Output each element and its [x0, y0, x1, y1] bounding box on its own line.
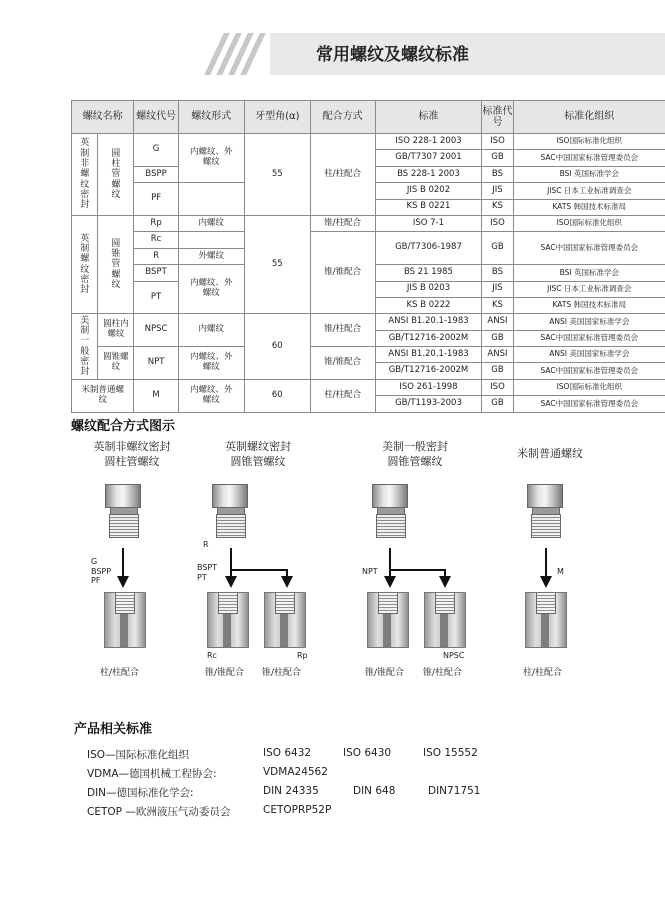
header-standard: 标准	[375, 101, 482, 134]
standard: ANSI B1.20.1-1983	[375, 314, 482, 330]
header-thread-name: 螺纹名称	[72, 101, 134, 134]
thread-code: PF	[134, 183, 178, 216]
female-port	[104, 592, 146, 648]
caption-line: 美制一般密封	[382, 440, 448, 453]
thread-code: NPSC	[134, 314, 178, 347]
standard: BS 21 1985	[375, 265, 482, 281]
organization: ISO国际标准化组织	[513, 134, 665, 150]
thread-form: 内螺纹、外螺纹	[178, 134, 244, 183]
standard-code: ANSI	[482, 314, 513, 330]
thread-form: 外螺纹	[178, 248, 244, 264]
standard-value: ISO 15552	[423, 747, 478, 759]
group-name: 米制普通螺纹	[72, 379, 134, 412]
fit-type: 锥/柱配合	[310, 215, 375, 231]
standard-value: DIN 648	[353, 785, 396, 797]
organization: BSI 英国标准学会	[513, 265, 665, 281]
thread-code: Rp	[134, 215, 178, 231]
female-port	[367, 592, 409, 648]
thread-form: 内螺纹、外螺纹	[178, 379, 244, 412]
group-subname: 圆锥螺纹	[98, 347, 134, 380]
thread-label: G	[91, 557, 98, 566]
standard-org: DIN—德国标准化学会:	[87, 787, 194, 799]
thread-label: BSPT	[197, 563, 218, 572]
thread-angle: 55	[244, 215, 310, 313]
standard-code: BS	[482, 166, 513, 182]
organization: ISO国际标准化组织	[513, 215, 665, 231]
thread-form: 内螺纹、外螺纹	[178, 265, 244, 314]
thread-label: M	[557, 567, 564, 576]
standard-value: ISO 6430	[343, 747, 392, 759]
thread-form: 内螺纹	[178, 314, 244, 347]
organization: SAC中国国家标准管理委员会	[513, 232, 665, 265]
organization: BSI 英国标准学会	[513, 166, 665, 182]
standard: ISO 261-1998	[375, 379, 482, 395]
organization: KATS 韩国技术标准局	[513, 199, 665, 215]
standard: GB/T12716-2002M	[375, 363, 482, 379]
header-fit-type: 配合方式	[310, 101, 375, 134]
thread-label: NPT	[362, 567, 378, 576]
caption-line: 圆锥管螺纹	[387, 454, 443, 468]
standard-code: JIS	[482, 281, 513, 297]
standard-value: ISO 6432	[263, 747, 312, 759]
standard-code: KS	[482, 297, 513, 313]
standard-code: JIS	[482, 183, 513, 199]
standard: GB/T1193-2003	[375, 396, 482, 412]
standard-value: DIN71751	[428, 785, 481, 797]
standard-value: DIN 24335	[263, 785, 319, 797]
fit-type: 锥/锥配合	[310, 347, 375, 380]
caption-line: 米制普通螺纹	[517, 447, 583, 460]
thread-label: PT	[197, 572, 207, 582]
diagram-title: 螺纹配合方式图示	[71, 419, 176, 434]
organization: JISC 日本工业标准调查会	[513, 281, 665, 297]
standard-org: VDMA—德国机械工程协会:	[87, 768, 217, 780]
standard: GB/T7307 2001	[375, 150, 482, 166]
fit-label: 锥/锥配合	[205, 668, 245, 678]
thread-code: NPT	[134, 347, 178, 380]
fit-label: 锥/锥配合	[365, 668, 405, 678]
arrow-branch	[231, 548, 287, 582]
organization: SAC中国国家标准管理委员会	[513, 363, 665, 379]
standard-value: CETOPRP52P	[263, 804, 332, 816]
standard-code: GB	[482, 396, 513, 412]
thread-code: Rc	[134, 232, 178, 248]
standard-code: BS	[482, 265, 513, 281]
standard-code: GB	[482, 232, 513, 265]
thread-label: R	[203, 540, 209, 549]
organization: SAC中国国家标准管理委员会	[513, 396, 665, 412]
fit-label: 柱/柱配合	[100, 668, 140, 678]
fit-type: 柱/柱配合	[310, 134, 375, 216]
fit-type: 锥/柱配合	[310, 314, 375, 347]
female-port	[525, 592, 567, 648]
organization: ISO国际标准化组织	[513, 379, 665, 395]
port-label: Rp	[297, 651, 308, 660]
fit-label: 锥/柱配合	[423, 668, 463, 678]
standard-value: VDMA24562	[263, 766, 328, 778]
standard: KS B 0222	[375, 297, 482, 313]
organization: KATS 韩国技术标准局	[513, 297, 665, 313]
organization: ANSI 美国国家标准学会	[513, 347, 665, 363]
port-label: NPSC	[443, 651, 465, 660]
port-label: Rc	[207, 651, 217, 660]
thread-labels	[197, 563, 217, 582]
thread-label: PF	[91, 576, 101, 586]
group-name: 英制螺纹密封	[72, 215, 98, 313]
fit-type: 柱/柱配合	[310, 379, 375, 412]
standard-code: ANSI	[482, 347, 513, 363]
organization: SAC中国国家标准管理委员会	[513, 150, 665, 166]
thread-angle: 60	[244, 379, 310, 412]
female-port	[207, 592, 249, 648]
arrow-branch	[390, 548, 445, 582]
female-port	[264, 592, 306, 648]
organization: JISC 日本工业标准调查会	[513, 183, 665, 199]
thread-form: 内螺纹	[178, 215, 244, 231]
standard: GB/T12716-2002M	[375, 330, 482, 346]
thread-code: BSPP	[134, 166, 178, 182]
group-name: 英制非螺纹密封	[72, 134, 98, 216]
caption-line: 英制螺纹密封	[225, 440, 291, 453]
thread-labels	[91, 557, 111, 586]
thread-code: G	[134, 134, 178, 167]
standard: GB/T7306-1987	[375, 232, 482, 265]
header-thread-angle: 牙型角(α)	[244, 101, 310, 134]
thread-code: M	[134, 379, 178, 412]
standard-code: ISO	[482, 134, 513, 150]
header-standard-code: 标准代号	[482, 101, 513, 134]
fit-label: 柱/柱配合	[523, 668, 563, 678]
header-thread-form: 螺纹形式	[178, 101, 244, 134]
caption-line: 圆柱管螺纹	[104, 454, 160, 468]
header-organization: 标准化组织	[513, 101, 665, 134]
standard: KS B 0221	[375, 199, 482, 215]
standard-code: GB	[482, 330, 513, 346]
thread-angle: 60	[244, 314, 310, 380]
caption-line: 圆锥管螺纹	[230, 454, 286, 468]
standard-org: ISO—国际标准化组织	[87, 749, 190, 761]
group-subname: 圆柱管螺纹	[98, 134, 134, 216]
standard-code: GB	[482, 150, 513, 166]
thread-label: BSPP	[91, 566, 112, 576]
fit-type: 锥/锥配合	[310, 232, 375, 314]
standard: ISO 228-1 2003	[375, 134, 482, 150]
organization: ANSI 美国国家标准学会	[513, 314, 665, 330]
female-port	[424, 592, 466, 648]
header-thread-code: 螺纹代号	[134, 101, 178, 134]
thread-code: PT	[134, 281, 178, 314]
standard: BS 228-1 2003	[375, 166, 482, 182]
standard-org: CETOP —欧洲液压气动委员会	[87, 806, 231, 818]
caption-line: 英制非螺纹密封	[93, 440, 171, 453]
thread-code: BSPT	[134, 265, 178, 281]
organization: SAC中国国家标准管理委员会	[513, 330, 665, 346]
standard: ANSI B1.20.1-1983	[375, 347, 482, 363]
standard: JIS B 0202	[375, 183, 482, 199]
thread-form: 内螺纹、外螺纹	[178, 347, 244, 380]
group-name: 美制一般密封	[72, 314, 98, 380]
standard: ISO 7-1	[375, 215, 482, 231]
group-subname: 圆锥管螺纹	[98, 215, 134, 313]
standard-code: ISO	[482, 379, 513, 395]
fit-label: 锥/柱配合	[262, 668, 302, 678]
page-title: 常用螺纹及螺纹标准	[316, 45, 469, 65]
group-subname: 圆柱内螺纹	[98, 314, 134, 347]
standard-code: GB	[482, 363, 513, 379]
thread-angle: 55	[244, 134, 310, 216]
standard: JIS B 0203	[375, 281, 482, 297]
related-title: 产品相关标准	[74, 722, 153, 737]
thread-code: R	[134, 248, 178, 264]
standard-code: ISO	[482, 215, 513, 231]
standard-code: KS	[482, 199, 513, 215]
